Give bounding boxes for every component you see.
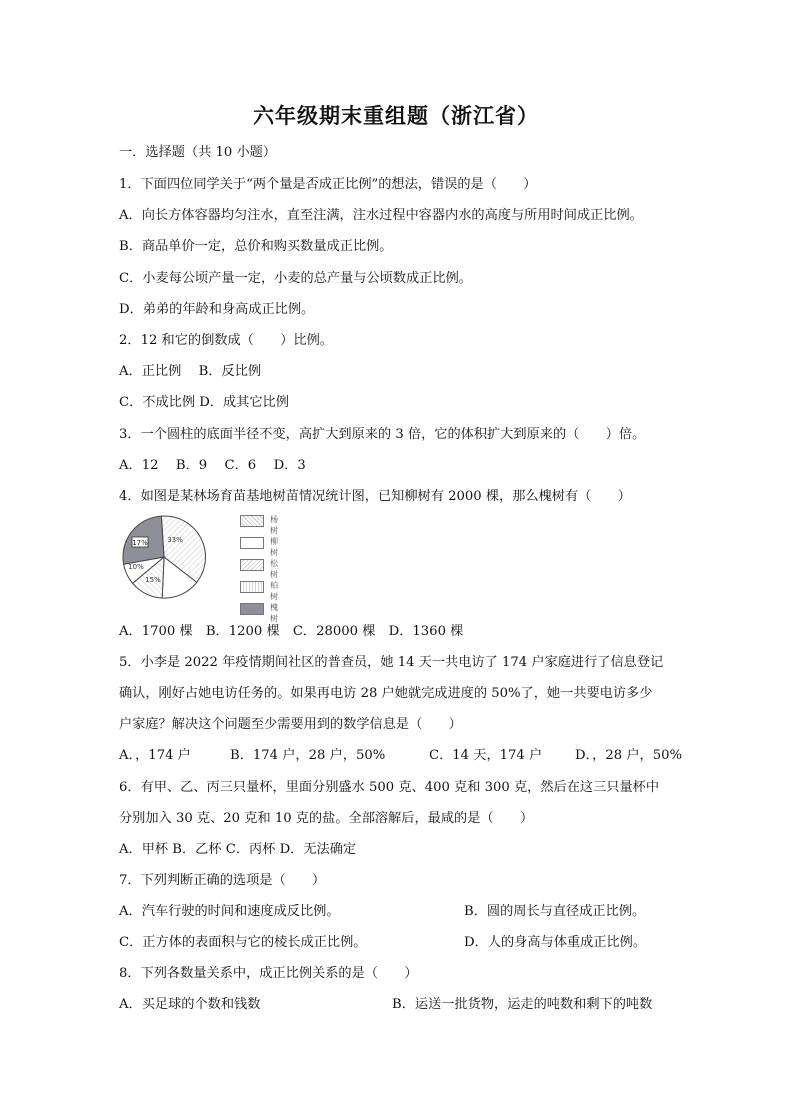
legend-label-huai: 槐树 bbox=[270, 603, 278, 623]
page-title: 六年级期末重组题（浙江省） bbox=[253, 103, 539, 128]
q7-option-c: C．正方体的表面积与它的棱长成正比例。 bbox=[119, 935, 367, 950]
legend-swatch-song bbox=[240, 559, 264, 571]
q4-stem: 4．如图是某林场育苗基地树苗情况统计图，已知柳树有 2000 棵，那么槐树有（ ） bbox=[119, 489, 631, 504]
pie-label-17: 17% bbox=[132, 539, 148, 547]
q7-option-b: B．圆的周长与直径成正比例。 bbox=[464, 904, 646, 919]
q5-option-a: A．，174 户 bbox=[119, 748, 191, 763]
legend-swatch-huai bbox=[240, 603, 264, 615]
q5-line3: 户家庭？解决这个问题至少需要用到的数学信息是（ ） bbox=[119, 717, 462, 732]
q3-options: A．12 B．9 C．6 D．3 bbox=[119, 458, 306, 473]
q1-option-b: B．商品单价一定，总价和购买数量成正比例。 bbox=[119, 239, 393, 254]
q3-stem: 3．一个圆柱的底面半径不变，高扩大到原来的 3 倍，它的体积扩大到原来的（ ）倍。 bbox=[119, 427, 646, 442]
q6-line2: 分别加入 30 克、20 克和 10 克的盐。全部溶解后，最咸的是（ ） bbox=[119, 811, 534, 826]
section-heading: 一．选择题（共 10 小题） bbox=[119, 145, 277, 160]
legend-swatch-liu bbox=[240, 537, 264, 549]
q1-stem: 1．下面四位同学关于“两个量是否成正比例”的想法，错误的是（ ） bbox=[119, 177, 537, 192]
q6-options: A．甲杯 B．乙杯 C．丙杯 D．无法确定 bbox=[119, 842, 357, 857]
legend-label-liu: 柳树 bbox=[270, 537, 278, 557]
q1-option-d: D．弟弟的年龄和身高成正比例。 bbox=[119, 302, 315, 317]
pie-label-15: 15% bbox=[145, 576, 161, 584]
q5-option-c: C．14 天，174 户 bbox=[429, 748, 543, 763]
q5-option-d: D．，28 户，50% bbox=[575, 748, 683, 763]
q6-line1: 6．有甲、乙、丙三只量杯，里面分别盛水 500 克、400 克和 300 克，然后在这三只量杯中 bbox=[119, 780, 660, 795]
q8-stem: 8．下列各数量关系中，成正比例关系的是（ ） bbox=[119, 966, 418, 981]
q7-option-d: D．人的身高与体重成正比例。 bbox=[464, 935, 647, 950]
q1-option-c: C．小麦每公顷产量一定，小麦的总产量与公顷数成正比例。 bbox=[119, 271, 472, 286]
legend-label-yang: 杨树 bbox=[270, 515, 278, 535]
q7-option-a: A．汽车行驶的时间和速度成反比例。 bbox=[119, 904, 340, 919]
q1-option-a: A．向长方体容器均匀注水，直至注满，注水过程中容器内水的高度与所用时间成正比例。 bbox=[119, 208, 643, 223]
q5-line2: 确认，刚好占她电访任务的。如果再电访 28 户她就完成进度的 50%了，她一共要电访多少 bbox=[119, 686, 653, 701]
legend-label-bai: 柏树 bbox=[270, 581, 278, 601]
q5-option-b: B．174 户，28 户，50% bbox=[230, 748, 386, 763]
q7-stem: 7．下列判断正确的选项是（ ） bbox=[119, 873, 326, 888]
q8-option-b: B．运送一批货物，运走的吨数和剩下的吨数 bbox=[392, 997, 653, 1012]
pie-label-10: 10% bbox=[128, 563, 144, 571]
q2-stem: 2．12 和它的倒数成（ ）比例。 bbox=[119, 333, 333, 348]
q2-options-cd: C．不成比例 D．成其它比例 bbox=[119, 395, 289, 410]
pie-label-33: 33% bbox=[167, 536, 183, 544]
q2-options-ab: A．正比例 B．反比例 bbox=[119, 364, 262, 379]
legend-label-song: 松树 bbox=[270, 559, 278, 579]
q5-line1: 5．小李是 2022 年疫情期间社区的普查员，她 14 天一共电访了 174 户家庭进行了信息登记 bbox=[119, 655, 664, 670]
q8-option-a: A．买足球的个数和钱数 bbox=[119, 997, 261, 1012]
legend-swatch-bai bbox=[240, 581, 264, 593]
q4-options: A．1700 棵 B．1200 棵 C．28000 棵 D．1360 棵 bbox=[119, 624, 464, 639]
legend-swatch-yang bbox=[240, 515, 264, 527]
